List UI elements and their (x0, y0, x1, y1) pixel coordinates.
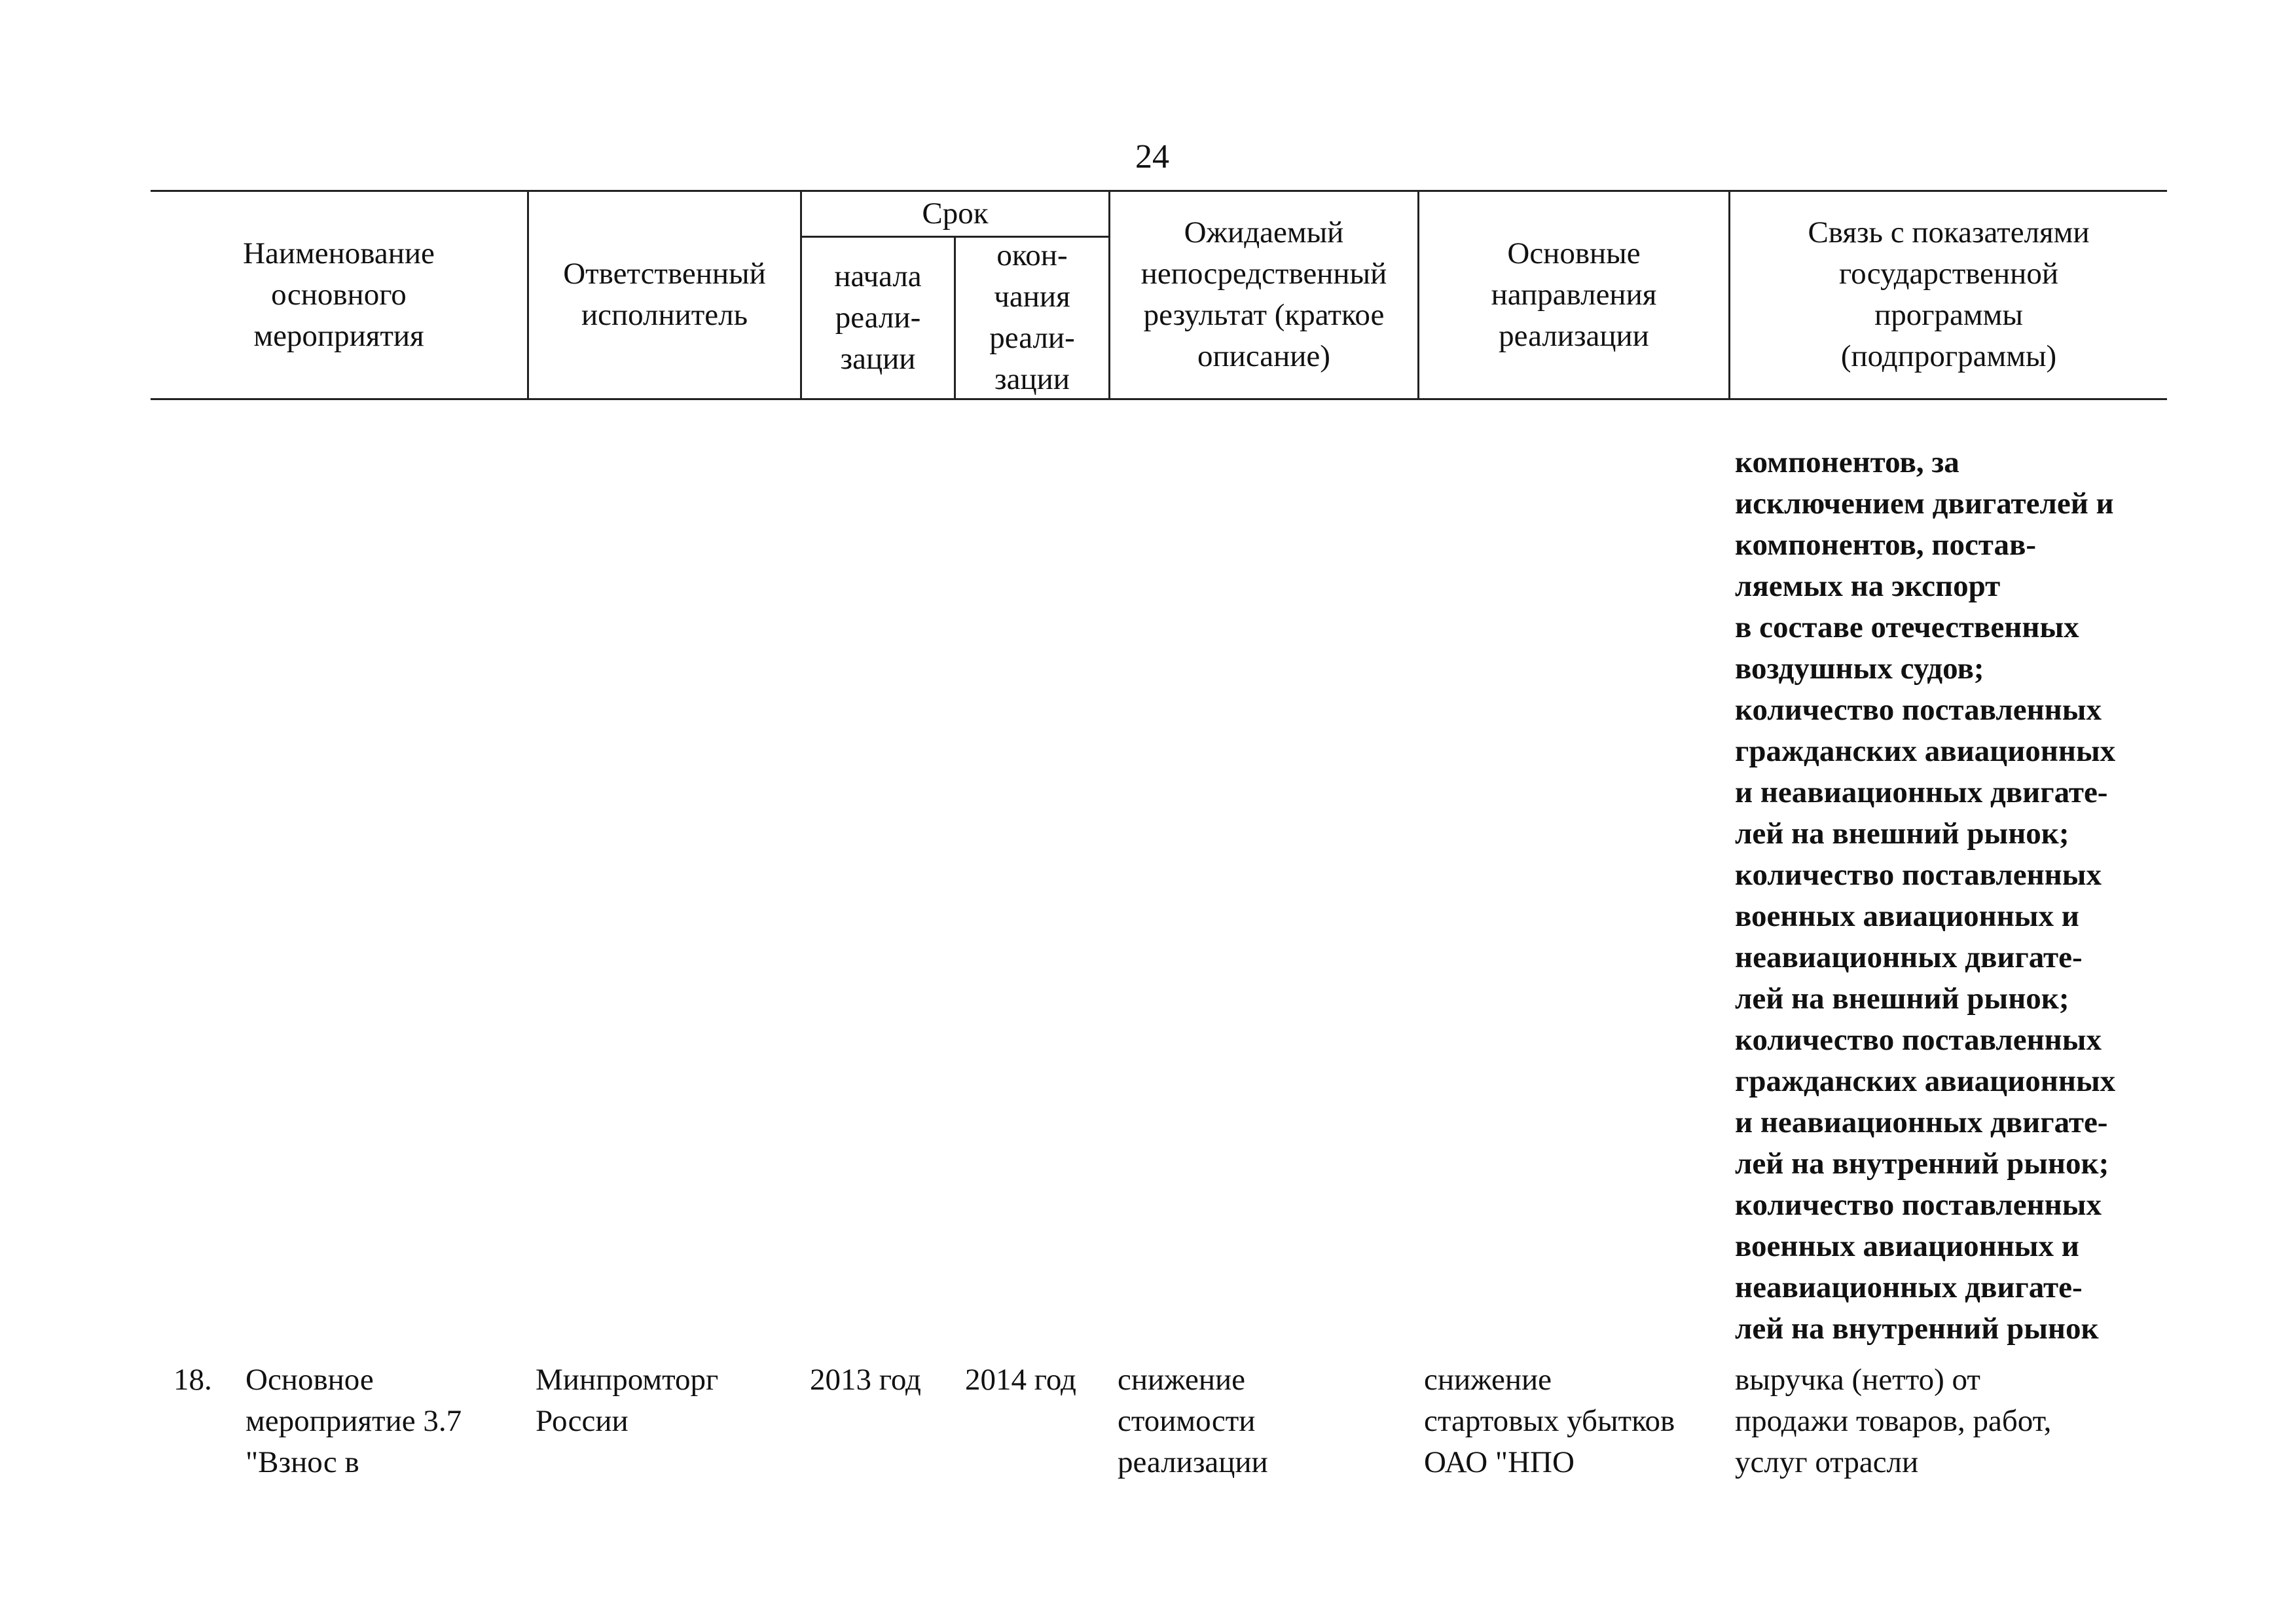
header-end-date: окон- чания реали- зации (989, 238, 1075, 396)
header-activity-name: Наименование основного мероприятия (243, 236, 435, 353)
row-end-date: 2014 год (965, 1363, 1076, 1397)
page-number: 24 (1135, 138, 1169, 175)
header-responsible-executor: Ответственный исполнитель (563, 257, 766, 332)
header-expected-result: Ожидаемый непосредственный результат (краткое описание) (1140, 215, 1387, 373)
row-main-directions: снижение стартовых убытков ОАО "НПО (1424, 1363, 1675, 1479)
row-responsible-executor: Минпромторг России (536, 1363, 719, 1438)
header-term: Срок (922, 196, 989, 231)
header-main-directions: Основные направления реализации (1491, 236, 1657, 353)
header-start-date: начала реали- зации (834, 259, 922, 376)
row-expected-result: снижение стоимости реализации (1118, 1363, 1268, 1479)
row-number: 18. (173, 1363, 212, 1397)
indicator-continuation-text: компонентов, за исключением двигателей и компонентов, постав- ляемых на экспорт в составе отечественных воздушных судов; количество поставленных гражданских авиационных и неавиационных двигате- лей на внешний рынок; количество поставленных военных авиационных и неавиационных двигате- лей на внешний рынок; количество поставленных гражданских авиационных и неавиационных двигате- лей на внутренний рынок; количество поставленных военных авиационных и неавиационных двигате- лей на внутренний рынок (1735, 445, 2116, 1346)
row-start-date: 2013 год (810, 1363, 921, 1397)
row-activity-name: Основное мероприятие 3.7 "Взнос в (246, 1363, 462, 1479)
row-program-indicators: выручка (нетто) от продажи товаров, работ, услуг отрасли (1735, 1363, 2052, 1479)
table-header-bottom-rule (151, 398, 2167, 400)
header-program-indicators: Связь с показателями государственной программы (подпрограммы) (1808, 215, 2090, 373)
